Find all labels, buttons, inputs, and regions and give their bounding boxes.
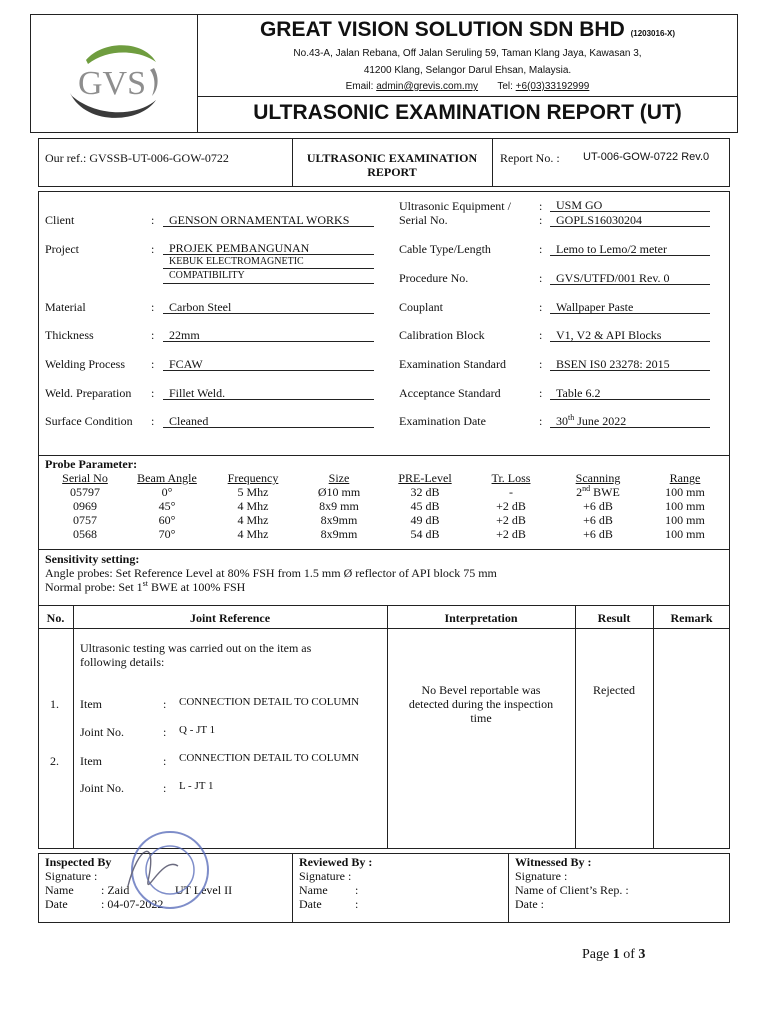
client-colon: : [151, 213, 155, 227]
probe-cell: 0568 [73, 527, 97, 541]
reviewed-name-label: Name [299, 883, 328, 897]
probe-cell: 5 Mhz [237, 485, 269, 499]
probe-cell: 05797 [70, 485, 100, 499]
project-value-2: KEBUK ELECTROMAGNETIC [169, 256, 304, 267]
procedure-underline [550, 284, 710, 285]
ref-title-1: ULTRASONIC EXAMINATION [306, 151, 478, 165]
equipment-value: USM GO [556, 198, 603, 212]
witnessed-signature: Signature : [515, 869, 568, 883]
joint-2-label: Joint No. [80, 781, 125, 795]
address-line-1: No.43-A, Jalan Rebana, Off Jalan Seruling 59, Taman Klang Jaya, Kawasan 3, [293, 48, 642, 59]
results-header-joint: Joint Reference [189, 611, 271, 625]
sensitivity-normal: Normal probe: Set 1st BWE at 100% FSH [45, 579, 246, 594]
reviewed-date-colon: : [355, 897, 359, 911]
thickness-colon: : [151, 328, 155, 342]
ref-title-2: REPORT [367, 165, 417, 179]
couplant-underline [550, 313, 710, 314]
witnessed-by-title: Witnessed By : [515, 855, 592, 869]
calibration-value: V1, V2 & API Blocks [556, 328, 662, 342]
surface-condition-underline [163, 427, 374, 428]
interpretation-line-2: detected during the inspection [408, 697, 554, 711]
material-colon: : [151, 300, 155, 314]
serial-underline [550, 226, 710, 227]
procedure-value: GVS/UTFD/001 Rev. 0 [556, 271, 670, 285]
serial-label: Serial No. [399, 213, 448, 227]
item-1-label: Item [80, 697, 102, 711]
interpretation-line-3: time [470, 711, 492, 725]
welding-process-underline [163, 370, 374, 371]
probe-cell: 100 mm [665, 527, 705, 541]
address-line-2: 41200 Klang, Selangor Darul Ehsan, Malaysia. [363, 65, 572, 76]
weld-prep-underline [163, 399, 374, 400]
probe-cell: +2 dB [496, 527, 526, 541]
welding-process-value: FCAW [169, 357, 203, 371]
probe-cell: 4 Mhz [237, 513, 269, 527]
probe-cell: 49 dB [410, 513, 440, 527]
probe-cell: 70° [158, 527, 176, 541]
item-1-number: 1. [50, 697, 59, 711]
project-value: PROJEK PEMBANGUNAN [169, 241, 310, 255]
probe-cell: 32 dB [410, 485, 440, 499]
client-underline [163, 226, 374, 227]
project-label: Project [45, 242, 79, 256]
signature-divider-1 [292, 853, 293, 923]
results-col-divider-2 [387, 605, 388, 849]
material-label: Material [45, 300, 86, 314]
thickness-underline [163, 341, 374, 342]
contact-line [200, 81, 735, 92]
inspected-name-label: Name [45, 883, 74, 897]
report-title: ULTRASONIC EXAMINATION REPORT (UT) [253, 101, 682, 124]
probe-cell: 45° [158, 499, 176, 513]
probe-title: Probe Parameter: [45, 457, 138, 471]
report-no-label: Report No. : [500, 151, 560, 165]
email-link[interactable]: admin@grevis.com.my [376, 81, 479, 92]
item-2-number: 2. [50, 754, 59, 768]
item-2-value: CONNECTION DETAIL TO COLUMN [179, 752, 360, 764]
project-colon: : [151, 242, 155, 256]
probe-header-trloss: Tr. Loss [491, 471, 531, 485]
company-name: GREAT VISION SOLUTION SDN BHD (1203016-X) [259, 18, 676, 41]
probe-cell-scanning-0: 2nd BWE [576, 484, 620, 499]
probe-cell: 8x9 mm [319, 499, 359, 513]
probe-cell: 0757 [73, 513, 97, 527]
sensitivity-angle: Angle probes: Set Reference Level at 80% FSH from 1.5 mm Ø reflector of API block 75 mm [45, 566, 497, 580]
interpretation-line-1: No Bevel reportable was [421, 683, 541, 697]
reviewed-by-title: Reviewed By : [299, 855, 373, 869]
results-col-divider-1 [73, 605, 74, 849]
equipment-label: Ultrasonic Equipment / [399, 199, 511, 213]
exam-standard-value: BSEN IS0 23278: 2015 [556, 357, 670, 371]
exam-date-colon: : [539, 414, 543, 428]
weld-prep-colon: : [151, 386, 155, 400]
joint-2-value: L - JT 1 [179, 780, 214, 792]
calibration-underline [550, 341, 710, 342]
probe-cell: 4 Mhz [237, 527, 269, 541]
serial-colon: : [539, 213, 543, 227]
weld-prep-value: Fillet Weld. [169, 386, 226, 400]
thickness-value: 22mm [169, 328, 200, 342]
probe-cell: 100 mm [665, 485, 705, 499]
probe-cell: 8x9mm [320, 513, 358, 527]
project-underline-2 [163, 268, 374, 269]
witnessed-name: Name of Client’s Rep. : [515, 883, 629, 897]
probe-header-prelevel: PRE-Level [398, 471, 452, 485]
welding-process-label: Welding Process [45, 357, 126, 371]
equipment-colon: : [539, 199, 543, 213]
exam-standard-label: Examination Standard [399, 357, 506, 371]
reviewed-name-colon: : [355, 883, 359, 897]
item-2-colon: : [163, 754, 167, 768]
calibration-colon: : [539, 328, 543, 342]
probe-cell: 100 mm [665, 513, 705, 527]
tel-link[interactable]: +6(03)33192999 [515, 81, 590, 92]
inspected-signature: Signature : [45, 869, 98, 883]
probe-cell: 0969 [73, 499, 97, 513]
thickness-label: Thickness [45, 328, 94, 342]
cable-colon: : [539, 242, 543, 256]
surface-condition-value: Cleaned [169, 414, 209, 428]
exam-standard-underline [550, 370, 710, 371]
couplant-label: Couplant [399, 300, 443, 314]
header-divider [197, 14, 198, 133]
email-label: Email: [345, 81, 374, 92]
probe-cell: +2 dB [496, 513, 526, 527]
header-title-divider [197, 96, 738, 97]
probe-header-size: Size [328, 471, 350, 485]
sensitivity-title: Sensitivity setting: [45, 552, 140, 566]
project-value-3: COMPATIBILITY [169, 270, 245, 281]
inspected-date-label: Date [45, 897, 68, 911]
exam-standard-colon: : [539, 357, 543, 371]
inspected-level: UT Level II [175, 883, 233, 897]
surface-condition-colon: : [151, 414, 155, 428]
cable-underline [550, 255, 710, 256]
results-intro-2: following details: [80, 655, 165, 669]
results-header-no: No. [46, 611, 65, 625]
joint-1-label: Joint No. [80, 725, 125, 739]
probe-cell: 60° [158, 513, 176, 527]
acceptance-underline [550, 399, 710, 400]
company-stamp [118, 826, 218, 916]
probe-header-serial: Serial No [62, 471, 108, 485]
results-header-divider [38, 628, 730, 629]
results-header-result: Result [597, 611, 631, 625]
project-underline-1 [163, 254, 374, 255]
ref-divider-1 [292, 138, 293, 187]
inspected-name-value: : Zaid [101, 883, 130, 897]
probe-header-frequency: Frequency [227, 471, 279, 485]
item-1-colon: : [163, 697, 167, 711]
probe-header-range: Range [669, 471, 701, 485]
probe-cell: +6 dB [583, 499, 613, 513]
result-value: Rejected [593, 683, 635, 697]
company-reg: (1203016-X) [630, 29, 676, 38]
results-header-interpretation: Interpretation [444, 611, 518, 625]
probe-cell: 4 Mhz [237, 499, 269, 513]
material-value: Carbon Steel [169, 300, 232, 314]
item-1-value: CONNECTION DETAIL TO COLUMN [179, 696, 360, 708]
probe-cell: +2 dB [496, 499, 526, 513]
probe-cell: 54 dB [410, 527, 440, 541]
page-number: Page 1 of 3 [582, 947, 646, 962]
exam-date-value: 30th June 2022 [556, 413, 627, 428]
probe-cell: Ø10 mm [317, 485, 361, 499]
witnessed-date: Date : [515, 897, 544, 911]
probe-header-beam: Beam Angle [137, 471, 197, 485]
acceptance-value: Table 6.2 [556, 386, 601, 400]
acceptance-colon: : [539, 386, 543, 400]
exam-date-underline [550, 427, 710, 428]
probe-cell: +6 dB [583, 527, 613, 541]
project-underline-3 [163, 283, 374, 284]
serial-value: GOPLS16030204 [556, 213, 643, 227]
probe-cell: 0° [161, 485, 173, 499]
joint-1-value: Q - JT 1 [179, 724, 216, 736]
results-header-remark: Remark [670, 611, 713, 625]
reviewed-date-label: Date [299, 897, 322, 911]
probe-cell: - [509, 485, 513, 499]
cable-value: Lemo to Lemo/2 meter [556, 242, 667, 256]
equipment-underline [550, 211, 710, 212]
procedure-colon: : [539, 271, 543, 285]
results-col-divider-4 [653, 605, 654, 849]
procedure-label: Procedure No. [399, 271, 469, 285]
inspected-date-value: : 04-07-2022 [101, 897, 164, 911]
material-underline [163, 313, 374, 314]
probe-cell: 45 dB [410, 499, 440, 513]
client-value: GENSON ORNAMENTAL WORKS [169, 213, 350, 227]
probe-cell: 8x9mm [320, 527, 358, 541]
client-label: Client [45, 213, 75, 227]
results-col-divider-3 [575, 605, 576, 849]
couplant-value: Wallpaper Paste [556, 300, 634, 314]
signature-divider-2 [508, 853, 509, 923]
exam-date-label: Examination Date [399, 414, 486, 428]
reviewed-signature: Signature : [299, 869, 352, 883]
our-ref: Our ref.: GVSSB-UT-006-GOW-0722 [45, 151, 229, 165]
acceptance-label: Acceptance Standard [399, 386, 501, 400]
weld-prep-label: Weld. Preparation [45, 386, 132, 400]
joint-1-colon: : [163, 725, 167, 739]
probe-cell: +6 dB [583, 513, 613, 527]
results-intro-1: Ultrasonic testing was carried out on the item as [80, 641, 312, 655]
ref-divider-2 [492, 138, 493, 187]
couplant-colon: : [539, 300, 543, 314]
calibration-label: Calibration Block [399, 328, 485, 342]
tel-label: Tel: [497, 81, 513, 92]
probe-cell: 100 mm [665, 499, 705, 513]
joint-2-colon: : [163, 781, 167, 795]
probe-header-scanning: Scanning [575, 471, 621, 485]
inspected-by-title: Inspected By [45, 855, 112, 869]
cable-label: Cable Type/Length [399, 242, 491, 256]
report-no-value: UT-006-GOW-0722 Rev.0 [583, 151, 710, 163]
item-2-label: Item [80, 754, 102, 768]
surface-condition-label: Surface Condition [45, 414, 133, 428]
company-logo [58, 38, 168, 124]
logo-text: GVS [78, 65, 147, 102]
welding-process-colon: : [151, 357, 155, 371]
